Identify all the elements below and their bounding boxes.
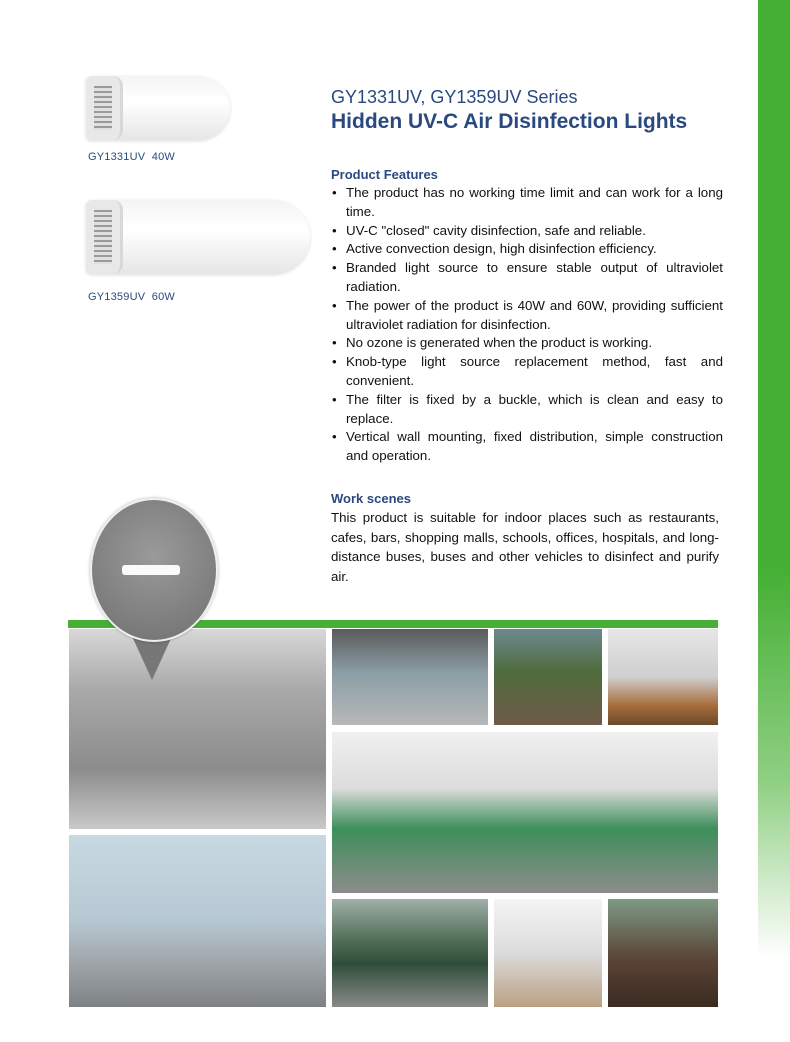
feature-item: • Branded light source to ensure stable output of ultraviolet radiation. [331,259,723,297]
product-image-gy1331uv [86,76,230,140]
work-scenes-text: This product is suitable for indoor places such as restaurants, cafes, bars, shopping malls, schools, offices, hospitals, and long-distance buses, buses and other vehicles to disinfect and purify air. [331,510,719,584]
photo-restaurant [608,899,718,1007]
feature-item: • UV-C "closed" cavity disinfection, safe and reliable. [331,222,723,241]
work-scenes-heading: Work scenes [331,491,411,506]
feature-item: • No ozone is generated when the product is working. [331,334,723,353]
green-side-bar [758,0,790,1042]
installed-lamp-icon [122,565,180,575]
product-image-gy1359uv [86,200,310,274]
feature-item: • Knob-type light source replacement method, fast and convenient. [331,353,723,391]
feature-item: • The power of the product is 40W and 60W, providing sufficient ultraviolet radiation for disinfection. [331,297,723,335]
photo-conference-room [608,629,718,725]
photo-restroom [69,629,326,829]
features-heading: Product Features [331,167,438,182]
features-list [331,184,723,466]
photo-bus [332,899,488,1007]
series-subtitle: GY1331UV, GY1359UV Series [331,87,578,107]
product-label-gy1359uv: GY1359UV 60W [88,291,175,303]
feature-item: • Vertical wall mounting, fixed distribution, simple construction and operation. [331,428,723,466]
photo-office-hall [332,629,488,725]
page-title: Hidden UV-C Air Disinfection Lights [331,110,688,133]
photo-meeting-room [69,835,326,1007]
feature-item: • The product has no working time limit and can work for a long time. [331,184,723,222]
feature-item: • Active convection design, high disinfection efficiency. [331,240,723,259]
feature-item: • The filter is fixed by a buckle, which is clean and easy to replace. [331,391,723,429]
photo-classroom [332,732,718,893]
photo-cafe-greenhouse [494,629,602,725]
product-label-gy1331uv: GY1331UV 40W [88,151,175,163]
photo-hospital-room [494,899,602,1007]
